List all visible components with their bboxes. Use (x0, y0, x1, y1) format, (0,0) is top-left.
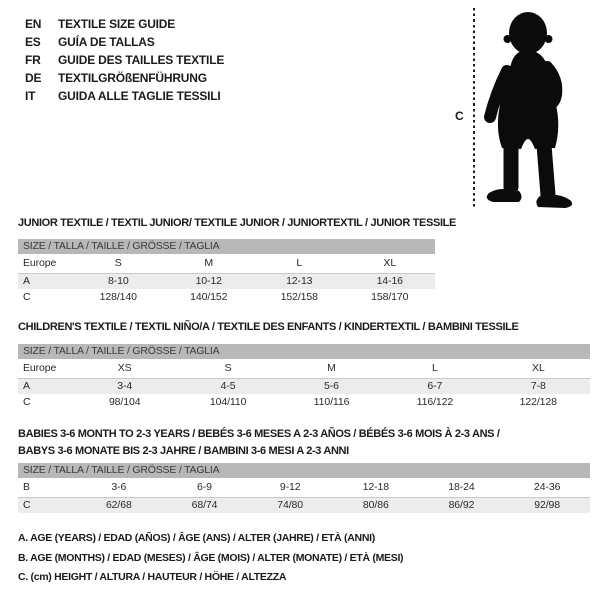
value-cell: 24-36 (504, 478, 590, 497)
value-cell: 6-7 (427, 380, 443, 393)
table-row (18, 378, 590, 394)
row-label-cell: A (23, 275, 30, 288)
language-title: GUIDE DES TAILLES TEXTILE (58, 53, 225, 67)
value-cell: 86/92 (448, 499, 475, 512)
language-code: FR (25, 53, 41, 67)
value-cell: 10-12 (195, 275, 222, 288)
value-cell: 140/152 (190, 291, 228, 303)
table-row (18, 273, 435, 289)
value-cell: S (176, 359, 279, 378)
height-measure-label: C (455, 109, 464, 123)
value-cell: 14-16 (376, 275, 403, 288)
children-table-title (18, 319, 519, 336)
value-cell: M (280, 359, 383, 378)
value-cell: XS (73, 359, 176, 378)
table-title-line: BABIES 3-6 MONTH TO 2-3 YEARS / BEBÉS 3-6 MESES A 2-3 AÑOS / BÉBÉS 3-6 MOIS À 2-3 ANS / (18, 428, 500, 440)
legend-line-age-years: A. AGE (YEARS) / EDAD (AÑOS) / ÂGE (ANS) / ALTER (JAHRE) / ETÀ (ANNI) (18, 532, 375, 544)
row-label-cell: C (23, 396, 31, 408)
value-cell: 9-12 (247, 478, 333, 497)
value-cell: 12-13 (286, 275, 313, 288)
value-cell: XL (345, 254, 436, 273)
size-header-bar: SIZE / TALLA / TAILLE / GRÖSSE / TAGLIA (18, 344, 590, 359)
value-cell: XL (487, 359, 590, 378)
language-row (25, 33, 224, 51)
value-cell: S (73, 254, 164, 273)
language-title: TEXTILE SIZE GUIDE (58, 17, 176, 31)
value-cell: 7-8 (530, 380, 546, 393)
row-label-cell: Europe (18, 254, 73, 273)
size-table (18, 359, 590, 410)
babies-table (18, 463, 590, 513)
value-cell: M (164, 254, 255, 273)
value-cell: L (383, 359, 486, 378)
table-row (18, 478, 590, 497)
value-cell: 4-5 (220, 380, 236, 393)
children-table (18, 344, 590, 410)
legend-line-age-months: B. AGE (MONTHS) / EDAD (MESES) / ÂGE (MOIS) / ALTER (MONATE) / ETÀ (MESI) (18, 551, 404, 564)
language-row (25, 87, 224, 105)
value-cell: 3-4 (117, 380, 133, 393)
table-title-line: BABYS 3-6 MONATE BIS 2-3 JAHRE / BAMBINI 3-6 MESI A 2-3 ANNI (18, 444, 349, 457)
table-row (18, 289, 435, 305)
value-cell: 128/140 (99, 291, 137, 303)
babies-table-title (18, 426, 500, 459)
value-cell: 92/98 (534, 499, 561, 512)
size-header-bar: SIZE / TALLA / TAILLE / GRÖSSE / TAGLIA (18, 463, 590, 478)
row-label-cell: C (23, 499, 31, 512)
value-cell: 122/128 (519, 396, 557, 408)
table-title-line: JUNIOR TEXTILE / TEXTIL JUNIOR/ TEXTILE JUNIOR / JUNIORTEXTIL / JUNIOR TESSILE (18, 217, 457, 229)
language-title: TEXTILGRÖßENFÜHRUNG (58, 71, 207, 85)
value-cell: 74/80 (277, 499, 304, 512)
row-label-cell: B (18, 478, 76, 497)
junior-table (18, 239, 435, 305)
size-table (18, 478, 590, 513)
language-code: EN (25, 17, 42, 31)
height-measure-dotted-line (473, 8, 475, 207)
value-cell: 8-10 (107, 275, 129, 288)
language-row (25, 51, 224, 69)
value-cell: 62/68 (105, 499, 132, 512)
row-label-cell: A (23, 380, 30, 393)
table-title-line: CHILDREN'S TEXTILE / TEXTIL NIÑO/A / TEXTILE DES ENFANTS / KINDERTEXTIL / BAMBINI TESSILE (18, 321, 519, 333)
legend (18, 529, 403, 588)
toddler-silhouette-icon (476, 5, 576, 211)
value-cell: 158/170 (371, 291, 409, 303)
language-row (25, 15, 224, 33)
value-cell: 68/74 (191, 499, 218, 512)
value-cell: 104/110 (209, 396, 247, 408)
size-header-bar: SIZE / TALLA / TAILLE / GRÖSSE / TAGLIA (18, 239, 435, 254)
row-label-cell: C (23, 291, 31, 303)
table-row (18, 359, 590, 378)
value-cell: 3-6 (76, 478, 162, 497)
language-row (25, 69, 224, 87)
table-row (18, 254, 435, 273)
value-cell: 116/122 (416, 396, 454, 408)
row-label-cell: Europe (18, 359, 73, 378)
value-cell: L (254, 254, 345, 273)
junior-table-title (18, 215, 456, 232)
value-cell: 98/104 (108, 396, 141, 408)
value-cell: 6-9 (162, 478, 248, 497)
value-cell: 18-24 (419, 478, 505, 497)
table-row (18, 394, 590, 410)
language-title: GUÍA DE TALLAS (58, 35, 155, 49)
language-code: IT (25, 89, 36, 103)
language-code: ES (25, 35, 41, 49)
language-code: DE (25, 71, 42, 85)
value-cell: 110/116 (313, 396, 350, 408)
language-list (25, 15, 224, 105)
value-cell: 5-6 (324, 380, 339, 393)
value-cell: 12-18 (333, 478, 419, 497)
legend-line-height: C. (cm) HEIGHT / ALTURA / HAUTEUR / HÖHE / ALTEZZA (18, 571, 287, 583)
value-cell: 80/86 (362, 499, 389, 512)
table-row (18, 497, 590, 513)
size-table (18, 254, 435, 305)
value-cell: 152/158 (280, 291, 318, 303)
language-title: GUIDA ALLE TAGLIE TESSILI (58, 89, 221, 103)
